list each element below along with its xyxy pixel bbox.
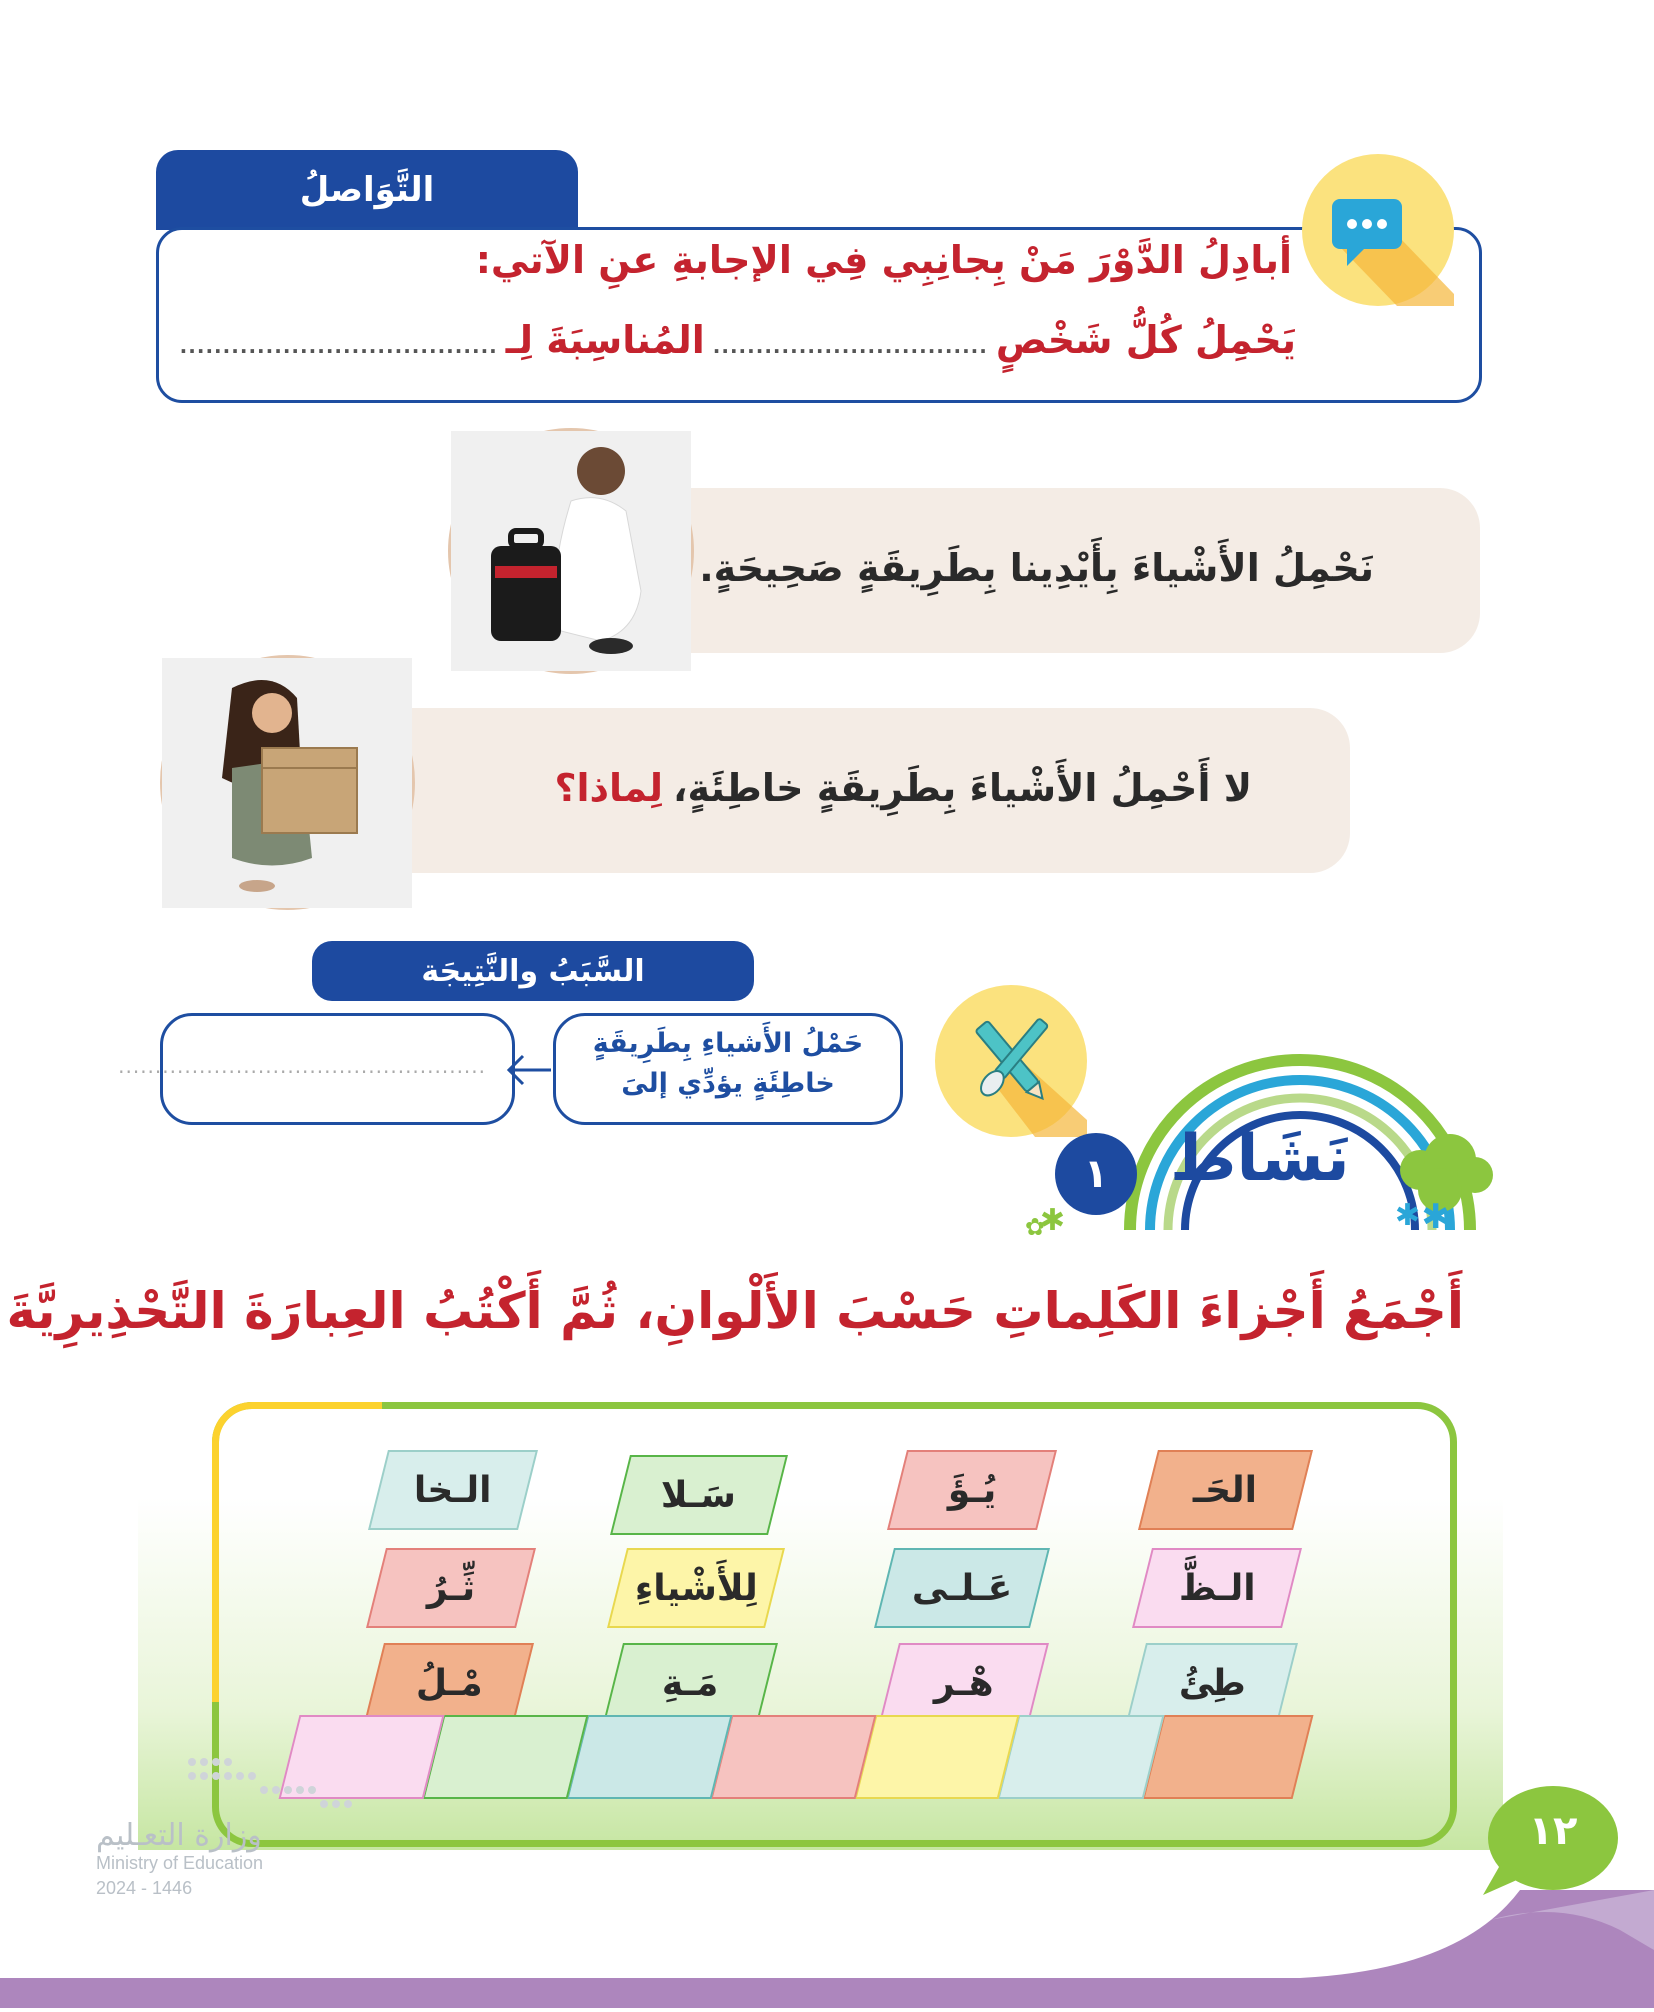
cause-line-1: حَمْلُ الأَشياءِ بِطَرِيقَةٍ [592,1028,864,1059]
word-piece[interactable]: يُـؤَ [887,1450,1057,1530]
blank-2[interactable]: ..................................... [179,334,498,358]
word-piece[interactable]: ثِّـرُ [366,1548,536,1628]
chat-bubble-icon [1302,154,1454,306]
activity-instruction: أَجْمَعُ أَجْزاءَ الكَلِماتِ حَسْبَ الأَلْوانِ، ثُمَّ أَكْتُبُ العِبارَةَ التَّحْذِيرِيَّةَ [6,1282,1464,1340]
svg-text:✱: ✱ [1039,1203,1065,1238]
board-yellow-corner [212,1402,382,1702]
answer-slot[interactable] [567,1715,733,1799]
page-number-badge [1473,1780,1623,1900]
cause-text [553,1024,903,1104]
sentence-part-2: المُناسِبَةَ لِـ [505,318,705,362]
edition-year: 2024 - 1446 [96,1878,193,1898]
girl-carrying-box-photo [160,655,415,910]
arrow-left-icon [505,1052,553,1092]
answer-slot[interactable] [998,1715,1165,1799]
ministry-logo-text [96,1818,263,1899]
cause-effect-label: السَّبَبُ والنَّتِيجَة [421,953,645,989]
cause-line-2: خاطِئَةٍ يؤدِّي إلىَ [621,1068,835,1099]
word-piece[interactable]: عَـلـى [874,1548,1050,1628]
ministry-ar: وزارة التعـليم [96,1818,262,1853]
ministry-logo-dots [182,1752,352,1816]
communication-sentence [180,318,1296,362]
word-piece[interactable]: طِئُ [1126,1643,1298,1723]
statement-text-2 [554,766,1252,810]
answer-slot[interactable] [711,1715,877,1799]
footer-band [0,1890,1654,2008]
statement-2-main: لا أَحْمِلُ الأَشْياءَ بِطَرِيقَةٍ خاطِئَةٍ، [673,766,1252,810]
page-number: ١٢ [1528,1808,1578,1854]
ministry-en: Ministry of Education [96,1853,264,1873]
communication-tab-label: التَّوَاصلُ [299,170,435,210]
word-piece[interactable]: مَـةِ [603,1643,778,1723]
svg-text:✱: ✱ [1394,1198,1420,1233]
svg-text:✱: ✱ [1421,1197,1450,1237]
word-piece[interactable]: هْـر [879,1643,1049,1723]
word-piece[interactable]: الـخا [368,1450,538,1530]
communication-tab [156,150,578,230]
effect-answer-line[interactable]: .................................................. [118,1054,486,1078]
activity-number: ١ [1055,1133,1137,1215]
word-piece[interactable]: سَـلا [610,1455,788,1535]
communication-prompt: أبادِلُ الدَّوْرَ مَنْ بِجانِبِي فِي الإجابةِ عنِ الآتي: [475,238,1292,282]
word-piece[interactable]: الحَـ [1138,1450,1313,1530]
sentence-part-1: يَحْمِلُ كُلُّ شَخْصٍ [995,318,1296,362]
blank-1[interactable]: ................................ [712,334,988,358]
activity-label: نَشَاط [1170,1122,1350,1196]
cause-effect-tab [312,941,754,1001]
why-question: لِماذا؟ [554,766,664,810]
svg-text:✿: ✿ [1024,1213,1045,1241]
boy-carrying-bag-photo [448,428,694,674]
answer-slot[interactable] [423,1715,589,1799]
word-piece[interactable]: الـظَّ [1132,1548,1302,1628]
answer-slot[interactable] [855,1715,1020,1799]
pencil-brush-icon [935,985,1087,1137]
word-piece[interactable]: مْـلُ [364,1643,534,1723]
answer-slot[interactable] [1143,1715,1314,1799]
statement-text-1: نَحْمِلُ الأَشْياءَ بِأَيْدِينا بِطَرِيقَةٍ صَحِيحَةٍ. [699,546,1374,590]
word-piece[interactable]: لِلأَشْياءِ [607,1548,785,1628]
